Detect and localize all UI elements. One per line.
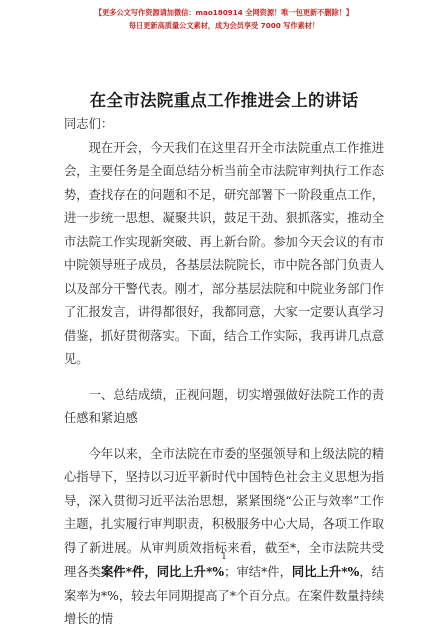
banner-line-1: 【更多公文写作资源请加微信：mao180914 全网资源！唯一包更新不删除！】 — [94, 8, 354, 17]
paragraph-achievements — [64, 443, 384, 632]
paragraph-text: ，结案率为*%，较去年同期提高了*个百分点。在案件数量持续增长的情 — [64, 565, 384, 626]
bold-statistic: 案件*件，同比上升*% — [100, 564, 225, 579]
page-number: 1 — [221, 552, 227, 562]
paragraph-text: ；审结*件， — [224, 565, 292, 579]
salutation: 同志们： — [64, 117, 114, 131]
banner-line-2: 每日更新高质量公文素材，成为会员享受 7000 写作素材！ — [128, 21, 320, 30]
bold-statistic: 同比上升*% — [291, 564, 360, 579]
promo-banner — [0, 7, 448, 32]
paragraph-opening: 现在开会，今天我们在这里召开全市法院重点工作推进会，主要任务是全面总结分析当前全市法院审判执行工作态势，查找存在的问题和不足，研究部署下一阶段重点工作，进一步统一思想、凝聚共识，鼓足干劲、狠抓落实，推动全市法院工作实现新突破、再上新台阶。参加今天会议的有市中院领导班子成员，各基层法院院长，市中院各部门负责人以及部分干警代表。刚才，部分基层法院和中院业务部门作了汇报发言，讲得都很好，我都同意，大家一定要认真学习借鉴，抓好贯彻落实。下面，结合工作实际，我再讲几点意见。 — [64, 140, 384, 366]
paragraph-gap — [64, 372, 384, 384]
document-title: 在全市法院重点工作推进会上的讲话 — [89, 91, 359, 110]
paragraph-text: 今年以来，全市法院在市委的坚强领导和上级法院的精心指导下，坚持以习近平新时代中国特色社会主义思想为指导，深入贯彻习近平法治思想，紧紧围绕“公正与效率”工作主题，扎实履行审判职责，积极服务中心大局，各项工作取得了新进展。从审判质效指标来看，截至*，全市法院共受理各类 — [64, 446, 384, 579]
section-heading-1: 一、总结成绩，正视问题，切实增强做好法院工作的责任感和紧迫感 — [64, 387, 384, 425]
paragraph-gap — [64, 431, 384, 443]
